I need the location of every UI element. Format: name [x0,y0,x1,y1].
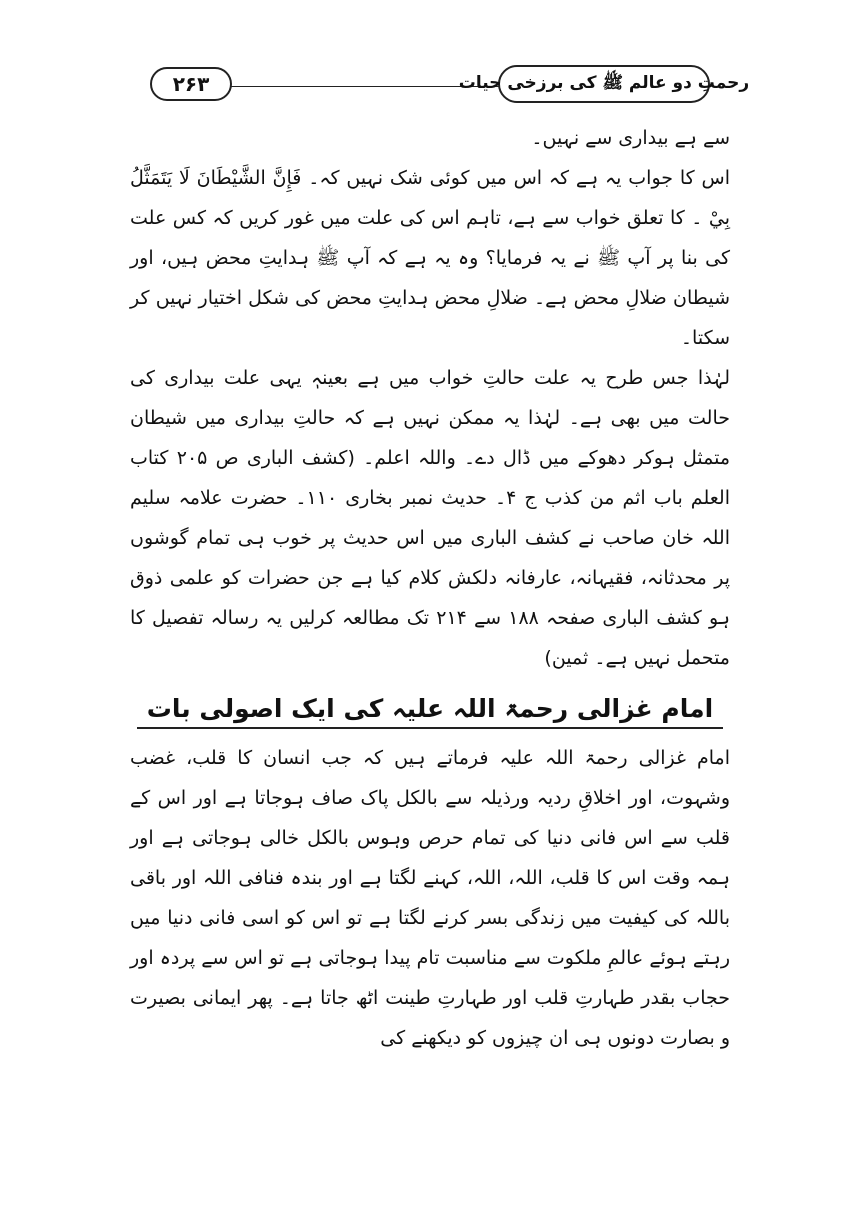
paragraph-reference: لہٰذا جس طرح یہ علت حالتِ خواب میں ہے بعینہٖ یہی علت بیداری کی حالت میں بھی ہے۔ لہٰذا یہ ممکن نہیں ہے کہ حالتِ بیداری میں شیطان متمثل ہوکر دھوکے میں ڈال دے۔ واللہ اعلم۔ (کشف الباری ص ۲۰۵ کتاب العلم باب اثم من کذب ج ۴۔ حدیث نمبر بخاری ۱۱۰۔ حضرت علامہ سلیم اللہ خان صاحب نے کشف الباری میں اس حدیث پر خوب ہی تمام گوشوں پر محدثانہ، فقیہانہ، عارفانہ دلکش کلام کیا ہے جن حضرات کو علمی ذوق ہو کشف الباری صفحہ ۱۸۸ سے ۲۱۴ تک مطالعہ کرلیں یہ رسالہ تفصیل کا متحمل نہیں ہے۔ ثمین) [130,367,730,669]
paragraph-continuation: سے ہے بیداری سے نہیں۔ [531,127,730,149]
page-body [130,118,730,1058]
page-number: ۲۶۳ [150,67,232,101]
paragraph-answer: اس کا جواب یہ ہے کہ اس میں کوئی شک نہیں کہ۔ فَإِنَّ الشَّيْطَانَ لَا يَتَمَثَّلُ بِيْ ۔ کا تعلق خواب سے ہے، تاہم اس کی علت میں غور کریں کہ کس علت کی بنا پر آپ ﷺ نے یہ فرمایا؟ وہ یہ ہے کہ آپ ﷺ ہدایتِ محض ہیں، اور شیطان ضلالِ محض ہے۔ ضلالِ محض ہدایتِ محض کی شکل اختیار نہیں کر سکتا۔ [130,167,730,349]
paragraph-ghazali: امام غزالی رحمۃ اللہ علیہ فرماتے ہیں کہ جب انسان کا قلب، غضب وشہوت، اور اخلاقِ ردیہ ورذیلہ سے بالکل پاک صاف ہوجاتا ہے اور اس کے قلب سے اس فانی دنیا کی تمام حرص وہوس بالکل خالی ہوجاتی ہے اور ہمہ وقت اس کا قلب، اللہ، اللہ، کہنے لگتا ہے اور بندہ فنافی اللہ اور باقی باللہ کی کیفیت میں زندگی بسر کرنے لگتا ہے تو اس کو اسی فانی دنیا میں رہتے ہوئے عالمِ ملکوت سے مناسبت تام پیدا ہوجاتی ہے تو اس سے پردہ اور حجاب بقدر طہارتِ قلب اور طہارتِ طینت اٹھ جاتا ہے۔ پھر ایمانی بصیرت و بصارت دونوں ہی ان چیزوں کو دیکھنے کی [130,747,730,1049]
running-title: رحمتِ دو عالم ﷺ کی برزخی حیات [498,65,710,103]
section-heading-text: امام غزالی رحمۃ اللہ علیہ کی ایک اصولی بات [137,694,723,729]
page-header [150,65,750,107]
section-heading [130,686,730,732]
